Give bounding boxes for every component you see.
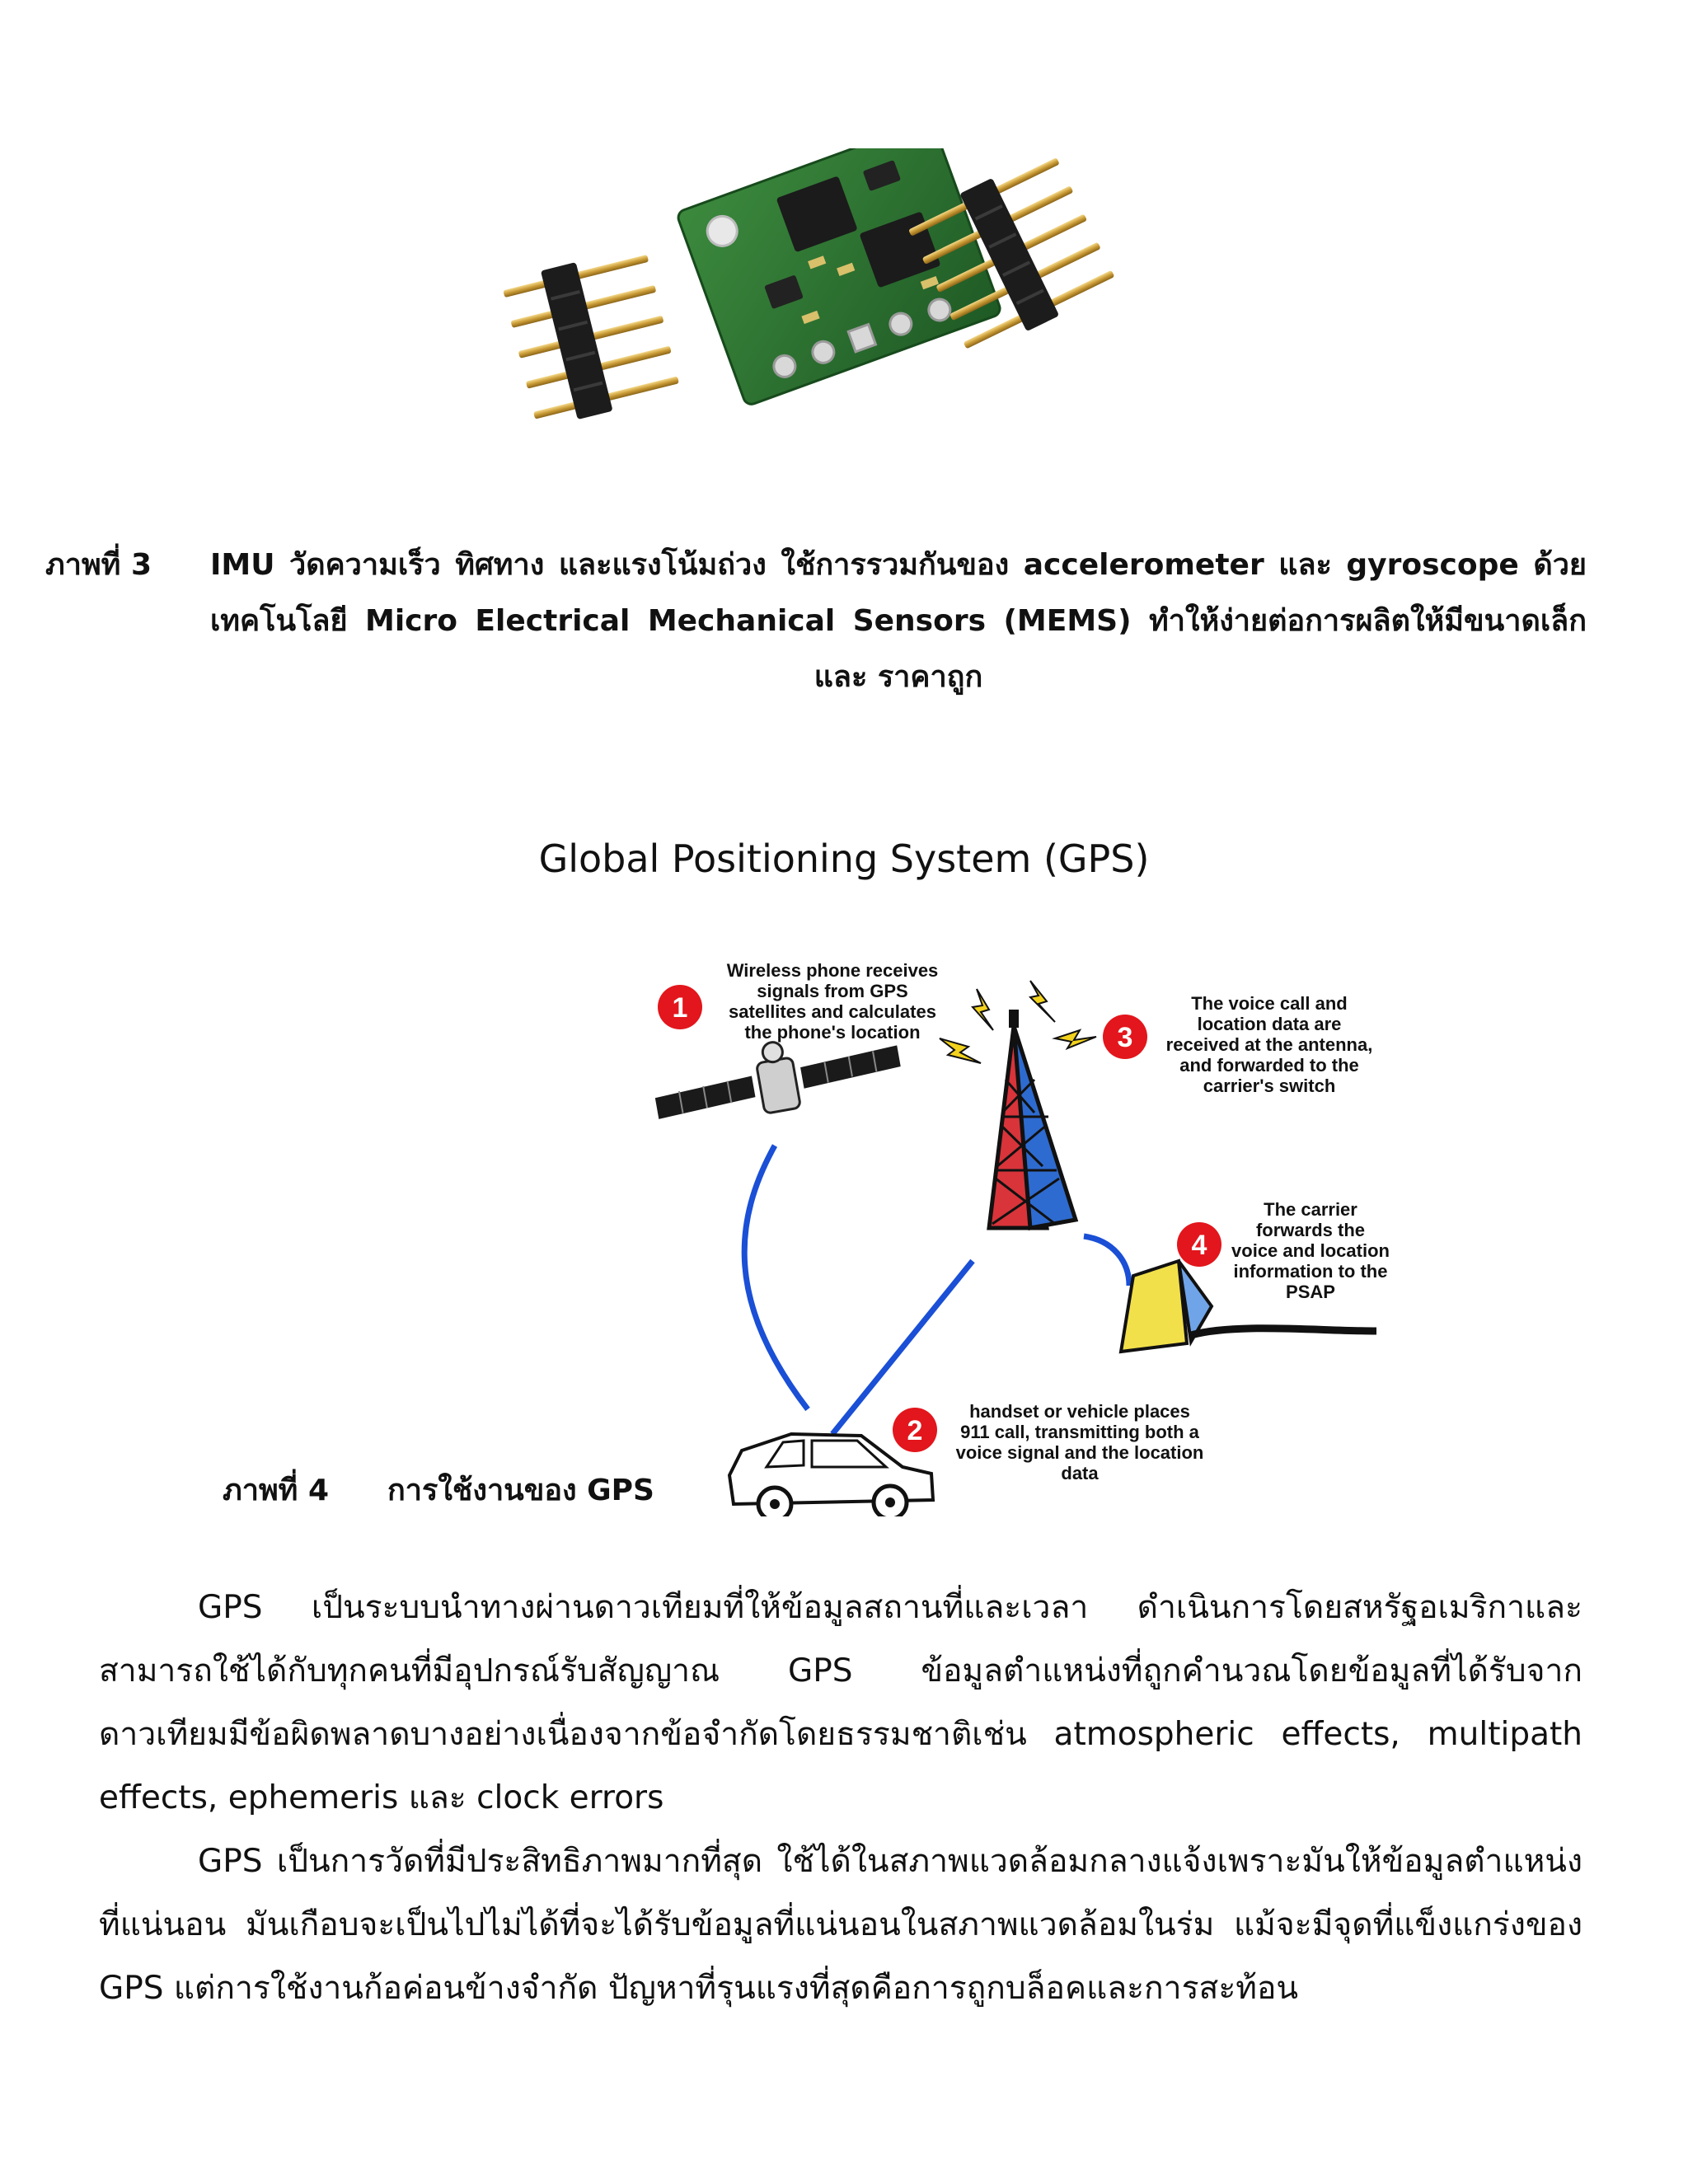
svg-text:handset or vehicle places: handset or vehicle places [969,1401,1190,1422]
svg-text:The carrier: The carrier [1264,1199,1357,1220]
tower-link-line [832,1261,973,1434]
figure-3-caption: IMU วัดความเร็ว ทิศทาง และแรงโน้มถ่วง ใช้การรวมกันของ accelerometer และ gyroscope ด้วย เทคโนโลยี Micro Electrical Mechanical Sensors (MEMS) ทำให้ง่ายต่อการผลิตให้มีขนาดเล็กและ ราคาถูก [210,548,1587,694]
antenna-tower-icon [940,981,1096,1228]
svg-text:carrier's switch: carrier's switch [1203,1076,1336,1096]
svg-text:PSAP: PSAP [1286,1282,1335,1302]
body-paragraph-1: GPS เป็นระบบนำทางผ่านดาวเทียมที่ให้ข้อมูลสถานที่และเวลา ดำเนินการโดยสหรัฐอเมริกาและสามารถใช้ได้กับทุกคนที่มีอุปกรณ์รับสัญญาณ GPS ข้อมูลตำแหน่งที่ถูกคำนวณโดยข้อมูลที่ได้รับจากดาวเทียมมีข้อผิดพลาดบางอย่างเนื่องจากข้อจำกัดโดยธรรมชาติเช่น atmospheric effects, multipath effects, ephemeris และ clock errors [99,1589,1582,1816]
svg-text:data: data [1061,1463,1099,1483]
figure-4-caption: การใช้งานของ GPS [387,1474,654,1507]
step-4-badge [1177,1222,1221,1267]
svg-text:911 call, transmitting both a: 911 call, transmitting both a [960,1422,1199,1442]
svg-text:information to the: information to the [1233,1261,1388,1282]
imu-board-image [462,148,1154,511]
svg-text:2: 2 [907,1415,923,1446]
body-paragraph-2: GPS เป็นการวัดที่มีประสิทธิภาพมากที่สุด ใช้ได้ในสภาพแวดล้อมกลางแจ้งเพราะมันให้ข้อมูลตำแหน่งที่แน่นอน มันเกือบจะเป็นไปไม่ได้ที่จะได้รับข้อมูลที่แน่นอนในสภาพแวดล้อมในร่ม แม้จะมีจุดที่แข็งแกร่งของ GPS แต่การใช้งานก้อค่อนข้างจำกัด ปัญหาที่รุนแรงที่สุดคือการถูกบล็อคและการสะท้อน [99,1843,1582,2007]
step-3-text [1166,993,1373,1096]
figure-4-label: ภาพที่ 4 [223,1474,329,1507]
svg-text:forwards the: forwards the [1255,1220,1366,1240]
step-1-badge [658,985,702,1029]
figure-3-label: ภาพที่ 3 [45,548,152,582]
gps-diagram [643,948,1401,1516]
svg-text:location data are: location data are [1197,1014,1342,1034]
step-4-text [1231,1199,1390,1302]
svg-text:signals from GPS: signals from GPS [757,981,908,1001]
left-pin-header [500,245,682,429]
step-3-badge [1103,1015,1147,1059]
step-2-badge [893,1408,937,1452]
svg-text:voice and location: voice and location [1231,1240,1390,1261]
step-1-text [727,960,939,1043]
svg-text:received at the antenna,: received at the antenna, [1165,1034,1373,1055]
svg-text:The voice call and: The voice call and [1191,993,1348,1014]
svg-text:4: 4 [1191,1230,1207,1261]
svg-text:voice signal and the location: voice signal and the location [955,1442,1204,1463]
step-2-text [956,1401,1204,1483]
svg-text:and forwarded to the: and forwarded to the [1179,1055,1359,1076]
psap-link-line [1084,1236,1129,1286]
satellite-link-line [744,1146,808,1409]
svg-text:Wireless phone receives: Wireless phone receives [726,960,939,981]
section-heading: Global Positioning System (GPS) [538,837,1150,881]
imu-pcb [676,148,1002,406]
svg-text:the phone's location: the phone's location [744,1022,921,1043]
svg-text:3: 3 [1117,1022,1133,1053]
svg-text:1: 1 [672,992,688,1024]
svg-text:satellites and calculates: satellites and calculates [729,1001,936,1022]
